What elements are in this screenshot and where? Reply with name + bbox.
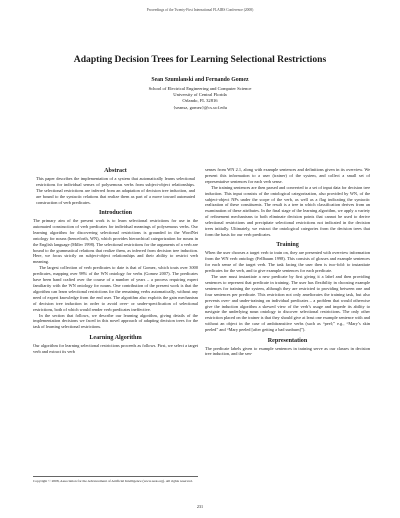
paragraph: senses from WN 2.1, along with example sentences and definitions given in its overview. We present this information to a user (trainer) of the system, and collect a small set of representative sentences for each verb sense. [205, 167, 370, 184]
affiliation-line: University of Central Florida [173, 92, 227, 98]
paragraph: The predicate labels given to example sentences in training serve as our classes in decision tree induction, and the sen- [205, 345, 370, 357]
page-number: 231 [196, 504, 204, 509]
paragraph: The largest collection of verb predicates to date is that of Gomez, which touts over 3000 predicates, mapping over 98% of the WN ontology for verbs (Gomez 2007). The predicates have been hand crafted over the course of a number of years – a process requiring expert familiarity with the WN ontology for nouns. One contribution of the present work is that the algorithm can learn selectional restrictions for the remaining verbs automatically, without any need of expert knowledge from the end user. The algorithm also exploits the gain mechanism of decision tree induction in order to avoid over- or under-specification of selectional restrictions, both of which would render verb predicates ineffective. [33, 265, 198, 312]
author-affiliation [0, 86, 400, 111]
paragraph: When the user chooses a target verb to train on, they are presented with overview information from the WN verb ontology (Fellbaum 1998). This consists of glosses and example sentences for each sense of the target verb. The task facing the user then is two-fold: to instantiate predicates for the verb, and to give example sentences for each predicate. [205, 250, 370, 274]
learning-algorithm-heading: Learning Algorithm [89, 334, 142, 341]
training-section [205, 241, 370, 333]
paragraph: In the section that follows, we describe our learning algorithm, giving details of the implementation decisions we faced in this novel approach of adapting decision trees for the task of learning selectional restrictions. [33, 312, 198, 330]
abstract-section [33, 167, 198, 206]
learning-algorithm-section [33, 334, 198, 355]
left-column [33, 167, 198, 355]
paper-authors: Sean Szumlanski and Fernando Gomez [151, 77, 249, 83]
abstract-heading: Abstract [104, 168, 127, 174]
affiliation-line: Orlando, FL 32816 [182, 98, 218, 104]
paper-title: Adapting Decision Trees for Learning Selectional Restrictions [73, 54, 327, 65]
right-column [205, 167, 370, 357]
affiliation-line: School of Electrical Engineering and Computer Science [148, 86, 252, 91]
representation-section [205, 337, 370, 358]
paragraph: The user must instantiate a new predicate by first giving it a label and then providing sentences to represent that predicate in training. The user has flexibility in choosing example sentences for training the system, although they are restricted to providing between one and four sentences per predicate. This restriction not only ameliorates the training task, but also prevents over- and under-training on individual predicates – a problem that would otherwise give the induction algorithm a skewed view of the verb’s usage and impede its ability to navigate the underlying noun ontology to discover selectional restrictions. The only other restriction placed on the trainer is that they should give at least one example sentence with and without an object in the case of ambitransitive verbs (such as “peel;” e.g., “Mary’s skin peeled” and “Mary peeled [after getting a bad sunburn]”). [205, 274, 370, 333]
paragraph: The training sentences are then parsed and converted to a set of input data for decision tree induction. This input consists of the ontological categorization, also provided by WN, of the subject-object NPs under the scope of the verb, as well as a flag indicating the syntactic realization of these constituents. The result is a tree in which classification derives from an examination of these attributes. In the final stage of the learning algorithm, we apply a variety of refinement mechanisms to both eliminate decision points that cannot be used to derive selectional restrictions and precipitate selectional restrictions not indicated in the decision trees initially. Ultimately, we extract the ontological categories from the decision trees that form the basis for our verb predicates. [205, 184, 370, 237]
introduction-section [33, 209, 198, 330]
copyright-notice: Copyright © 2008, Association for the Advancement of Artificial Intelligence (www.aaai.org). All rights reserved. [33, 476, 198, 483]
abstract-text: This paper describes the implementation of a system that automatically learns selectional restrictions for individual senses of polysemous verbs from subject-object relationships. The selectional restrictions are inferred from an adaptation of decision tree induction, and are bound to the syntactic relations that realize them as part of a move toward automated construction of verb predicates. [36, 176, 195, 205]
training-heading: Training [276, 242, 299, 249]
paragraph: Our algorithm for learning selectional restrictions proceeds as follows. First, we select a target verb and extract its verb [33, 342, 198, 354]
introduction-heading: Introduction [98, 210, 133, 217]
representation-heading: Representation [267, 337, 308, 344]
author-email: {seansz, gomez}@cs.ucf.edu [173, 104, 227, 110]
proceedings-header: Proceedings of the Twenty-First International FLAIRS Conference (2008) [146, 8, 254, 12]
paragraph: The primary aim of the present work is to learn selectional restrictions for use in the automated construction of verb predicates for individual meanings of polysemous verbs. Our learning algorithm for discovering selectional restrictions is grounded in the WordNet ontology for nouns (henceforth, WN), which provides hierarchical categorization for nouns in the English language (Miller 1998). The selectional restrictions for the arguments of a verb are bound to the grammatical relations that realize them, as inferred from decision tree induction. Here, we focus strictly on subject-object relationships and their ability to restrict verb meaning. [33, 218, 198, 265]
